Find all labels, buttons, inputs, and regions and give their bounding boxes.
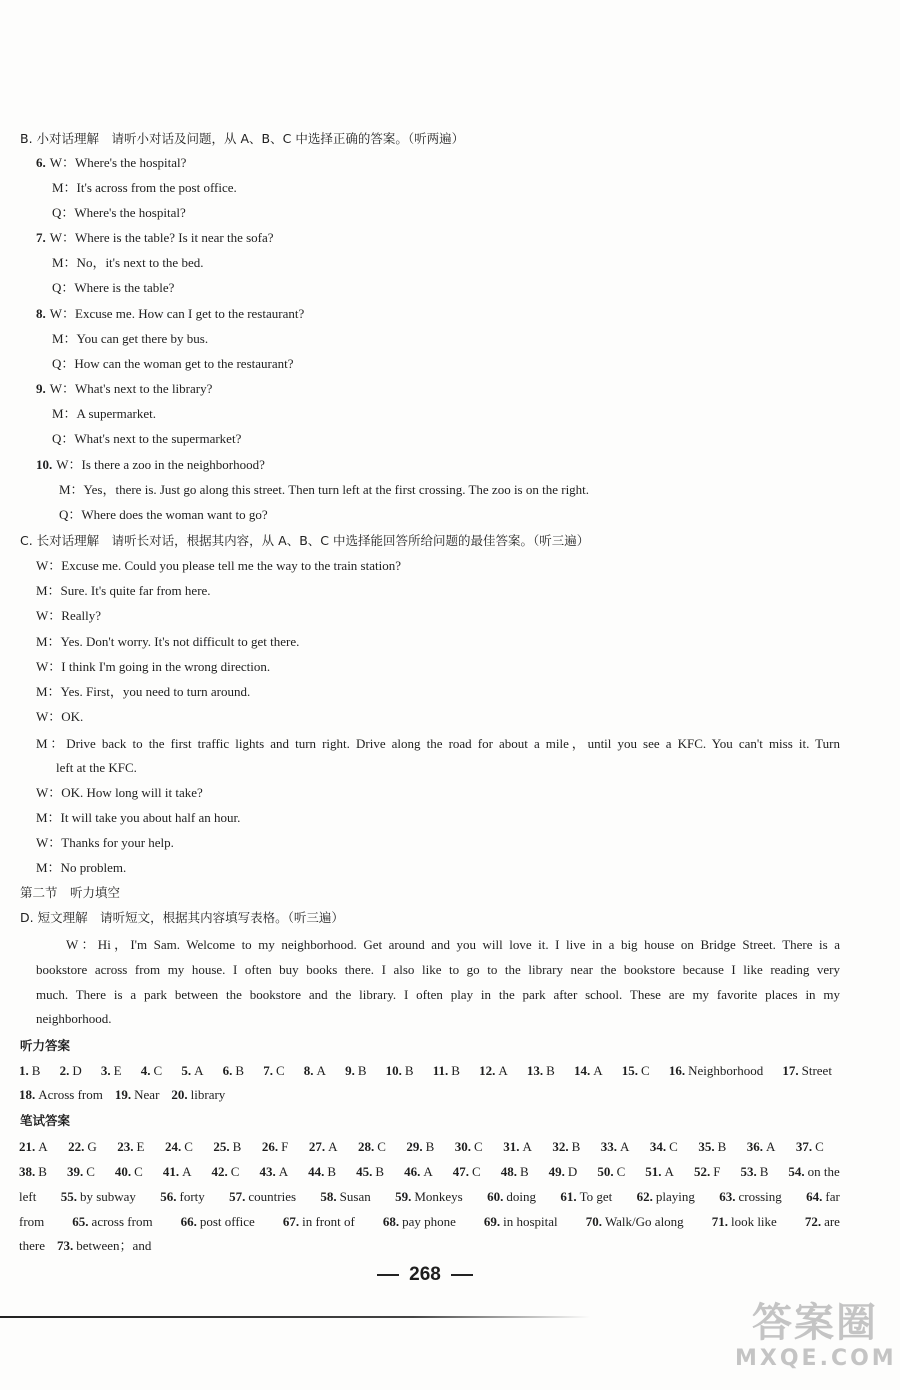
answer-number: 17. <box>782 1063 799 1078</box>
answer-row <box>19 1238 151 1254</box>
question-number: 9. <box>36 381 46 396</box>
answer-value: crossing <box>738 1189 782 1204</box>
answer-item <box>503 1139 532 1155</box>
answer-item <box>308 1164 336 1180</box>
dialog-line: M：It will take you about half an hour. <box>36 810 241 825</box>
answer-item <box>383 1214 456 1230</box>
answer-item <box>552 1139 580 1155</box>
answer-number: 13. <box>526 1063 544 1078</box>
answer-value: on the <box>807 1164 840 1179</box>
answer-value: B <box>519 1164 529 1179</box>
answer-item <box>453 1164 481 1180</box>
dialog-q-line: Q：How can the woman get to the restaurant? <box>52 356 294 371</box>
dialog-w-line <box>36 230 274 246</box>
answer-item <box>19 1063 40 1079</box>
answer-number: 46. <box>404 1164 421 1179</box>
answer-number: 11. <box>432 1063 449 1078</box>
dialog-line: M：Drive back to the first traffic lights and turn right. Drive along the road for about a mile，until you see a KFC. You can't miss it. Turn <box>36 736 840 751</box>
answer-number: 72. <box>804 1214 822 1229</box>
answer-number: 4. <box>140 1063 151 1078</box>
answer-item <box>304 1063 326 1079</box>
dialog-line: W：OK. <box>36 709 84 724</box>
answer-value: A <box>620 1139 630 1154</box>
answer-value: B <box>451 1063 460 1078</box>
answer-value: C <box>474 1139 483 1154</box>
answer-value: A <box>278 1164 289 1179</box>
answer-number: 18. <box>19 1087 36 1102</box>
answer-value: left <box>19 1189 37 1204</box>
answer-number: 9. <box>345 1063 355 1078</box>
answer-value: in front of <box>302 1214 355 1229</box>
answer-item <box>263 1063 284 1079</box>
answer-item <box>259 1164 288 1180</box>
answer-item <box>484 1214 558 1230</box>
answer-number: 55. <box>60 1189 77 1204</box>
answer-value: C <box>377 1139 386 1154</box>
answer-number: 36. <box>746 1139 764 1154</box>
answer-value: B <box>327 1164 337 1179</box>
answer-number: 47. <box>452 1164 469 1179</box>
answer-item <box>560 1189 612 1205</box>
answer-number: 34. <box>649 1139 667 1154</box>
answer-number: 23. <box>117 1139 134 1154</box>
dialog-w-line <box>36 155 186 171</box>
answer-number: 32. <box>552 1139 569 1154</box>
answer-item <box>395 1189 463 1205</box>
dialog-line: M：No problem. <box>36 860 127 875</box>
answer-item <box>719 1189 782 1205</box>
answer-item <box>19 1189 36 1205</box>
answer-item <box>345 1063 366 1079</box>
answer-item <box>796 1139 824 1155</box>
answer-value: post office <box>199 1214 255 1229</box>
answer-item <box>115 1164 143 1180</box>
answer-number: 73. <box>56 1238 74 1253</box>
answer-item <box>212 1164 240 1180</box>
dialog-line: M：Sure. It's quite far from here. <box>36 583 211 598</box>
answer-item <box>262 1139 288 1155</box>
answer-item <box>61 1189 136 1205</box>
answer-value: from <box>19 1214 45 1229</box>
dialog-q-line: Q：Where's the hospital? <box>52 205 186 220</box>
answer-item <box>213 1139 241 1155</box>
answer-value: between；and <box>76 1238 152 1253</box>
answer-number: 15. <box>621 1063 639 1078</box>
answer-number: 39. <box>66 1164 84 1179</box>
answer-row <box>19 1139 824 1155</box>
answer-number: 21. <box>19 1139 36 1154</box>
answer-value: playing <box>655 1189 695 1204</box>
answer-value: forty <box>179 1189 205 1204</box>
answer-item <box>117 1139 144 1155</box>
answer-number: 41. <box>162 1164 180 1179</box>
answer-number: 69. <box>483 1214 501 1229</box>
answer-value: G <box>87 1139 97 1154</box>
answer-value: C <box>230 1164 240 1179</box>
watermark-logo <box>735 1300 895 1386</box>
dialog-line: W：Excuse me. Could you please tell me the way to the train station? <box>36 558 401 573</box>
passage-line: much. There is a park between the bookstore and the library. I often play in the park after school. These are my favorite places in my <box>36 987 840 1002</box>
dialog-m-line: M：Yes，there is. Just go along this street. Then turn left at the first crossing. The zoo is on the right. <box>59 482 590 497</box>
answer-item <box>669 1063 763 1079</box>
answer-item <box>747 1139 776 1155</box>
answer-item <box>309 1139 338 1155</box>
answer-item <box>574 1063 603 1079</box>
answer-number: 64. <box>806 1189 823 1204</box>
dialog-m-line: M：A supermarket. <box>52 406 156 421</box>
answer-value: Walk/Go along <box>604 1214 684 1229</box>
answer-value: pay phone <box>402 1214 456 1229</box>
answer-number: 25. <box>213 1139 230 1154</box>
answer-number: 20. <box>171 1087 188 1102</box>
answer-item <box>171 1087 225 1103</box>
answer-number: 42. <box>211 1164 228 1179</box>
answer-item <box>229 1189 296 1205</box>
answer-number: 27. <box>308 1139 326 1154</box>
answer-number: 58. <box>320 1189 337 1204</box>
answer-number: 48. <box>500 1164 517 1179</box>
answer-row <box>19 1087 225 1103</box>
section-b-header: B. 小对话理解 请听小对话及问题，从 A、B、C 中选择正确的答案。（听两遍） <box>20 131 465 146</box>
answer-item <box>622 1063 650 1079</box>
answer-value: B <box>235 1063 245 1078</box>
answer-value: A <box>328 1139 338 1154</box>
answer-value: A <box>423 1164 433 1179</box>
answer-number: 6. <box>222 1063 233 1078</box>
answer-number: 63. <box>719 1189 736 1204</box>
dialog-line: M：Yes. First，you need to turn around. <box>36 684 251 699</box>
answer-value: countries <box>248 1189 297 1204</box>
answer-value: E <box>136 1139 145 1154</box>
answer-item <box>60 1063 82 1079</box>
answer-item <box>181 1214 255 1230</box>
answer-value: B <box>759 1164 769 1179</box>
answer-value: B <box>546 1063 555 1078</box>
listening-answers-title: 听力答案 <box>20 1038 71 1053</box>
answer-item <box>67 1164 95 1180</box>
answer-number: 44. <box>308 1164 325 1179</box>
answer-value: A <box>498 1063 508 1078</box>
answer-item <box>406 1139 434 1155</box>
dialog-q-line: Q：Where is the table? <box>52 280 175 295</box>
question-number: 10. <box>36 457 53 472</box>
question-number: 6. <box>36 155 46 170</box>
answer-value: look like <box>730 1214 777 1229</box>
answer-value: B <box>717 1139 727 1154</box>
answer-value: Susan <box>339 1189 371 1204</box>
answer-value: A <box>316 1063 326 1078</box>
answer-value: C <box>184 1139 193 1154</box>
answer-value: A <box>182 1164 192 1179</box>
answer-item <box>527 1063 555 1079</box>
answer-item <box>433 1063 460 1079</box>
answer-item <box>163 1164 192 1180</box>
answer-value: A <box>38 1139 48 1154</box>
answer-row <box>19 1214 840 1230</box>
answer-item <box>645 1164 674 1180</box>
answer-value: Monkeys <box>414 1189 463 1204</box>
dialog-line: left at the KFC. <box>56 760 137 775</box>
answer-number: 70. <box>585 1214 602 1229</box>
answer-number: 28. <box>357 1139 375 1154</box>
answer-item <box>788 1164 839 1180</box>
answer-item <box>101 1063 122 1079</box>
answer-number: 43. <box>259 1164 276 1179</box>
answer-row <box>19 1063 832 1079</box>
answer-number: 16. <box>668 1063 686 1078</box>
dialog-text: W：What's next to the library? <box>49 381 213 396</box>
answer-number: 22. <box>68 1139 85 1154</box>
answer-number: 61. <box>560 1189 577 1204</box>
dialog-m-line: M：It's across from the post office. <box>52 180 237 195</box>
answer-item <box>698 1139 726 1155</box>
answer-item <box>740 1164 768 1180</box>
answer-value: A <box>194 1063 204 1078</box>
written-answers-title: 笔试答案 <box>20 1113 71 1128</box>
answer-value: Neighborhood <box>688 1063 764 1078</box>
section-2-header: 第二节 听力填空 <box>20 885 121 900</box>
answer-number: 57. <box>229 1189 246 1204</box>
dialog-m-line: M：You can get there by bus. <box>52 331 209 346</box>
answer-value: B <box>31 1063 41 1078</box>
answer-item <box>68 1139 97 1155</box>
dialog-line: M：Yes. Don't worry. It's not difficult to get there. <box>36 634 300 649</box>
answer-value: across from <box>91 1214 153 1229</box>
answer-item <box>181 1063 203 1079</box>
answer-value: are <box>824 1214 840 1229</box>
answer-number: 26. <box>261 1139 279 1154</box>
answer-value: far <box>825 1189 840 1204</box>
answer-value: C <box>86 1164 95 1179</box>
answer-number: 3. <box>100 1063 111 1078</box>
answer-item <box>115 1087 160 1103</box>
passage-line: W：Hi，I'm Sam. Welcome to my neighborhood. Get around and you will love it. I live in a big house on Bridge Street. There is a <box>66 937 840 952</box>
answer-value: there <box>19 1238 45 1253</box>
answer-value: F <box>713 1164 721 1179</box>
answer-item <box>320 1189 370 1205</box>
answer-value: B <box>38 1164 47 1179</box>
answer-item <box>404 1164 433 1180</box>
answer-value: library <box>190 1087 226 1102</box>
answer-value: Across from <box>38 1087 103 1102</box>
answer-value: doing <box>506 1189 536 1204</box>
answer-number: 33. <box>600 1139 618 1154</box>
answer-number: 29. <box>406 1139 423 1154</box>
section-c-header: C. 长对话理解 请听长对话，根据其内容，从 A、B、C 中选择能回答所给问题的最佳答案。（听三遍） <box>20 533 590 548</box>
dialog-q-line: Q：Where does the woman want to go? <box>59 507 268 522</box>
answer-number: 7. <box>263 1063 273 1078</box>
answer-row <box>19 1189 840 1205</box>
answer-value: C <box>815 1139 824 1154</box>
answer-number: 14. <box>573 1063 591 1078</box>
answer-value: A <box>522 1139 532 1154</box>
answer-number: 56. <box>160 1189 177 1204</box>
question-number: 8. <box>36 306 46 321</box>
answer-value: C <box>153 1063 163 1078</box>
answer-value: by subway <box>79 1189 136 1204</box>
answer-item <box>72 1214 152 1230</box>
answer-item <box>141 1063 162 1079</box>
question-number: 7. <box>36 230 46 245</box>
answer-item <box>479 1063 508 1079</box>
answer-item <box>586 1214 684 1230</box>
answer-number: 49. <box>548 1164 565 1179</box>
answer-number: 54. <box>788 1164 805 1179</box>
answer-number: 68. <box>382 1214 400 1229</box>
dialog-text: W：Is there a zoo in the neighborhood? <box>56 457 265 472</box>
dialog-text: W：Excuse me. How can I get to the restaurant? <box>49 306 305 321</box>
answer-item <box>19 1087 103 1103</box>
answer-number: 38. <box>19 1164 36 1179</box>
answer-value: C <box>275 1063 285 1078</box>
passage-line: bookstore across from my house. I often buy books there. I also like to go to the library near the bookstore because I like reading very <box>36 962 840 977</box>
answer-value: B <box>571 1139 581 1154</box>
answer-value: A <box>593 1063 603 1078</box>
answer-item <box>806 1189 840 1205</box>
answer-item <box>694 1164 720 1180</box>
answer-item <box>19 1238 45 1254</box>
answer-number: 37. <box>795 1139 813 1154</box>
answer-value: B <box>375 1164 385 1179</box>
bottom-rule <box>0 1316 590 1318</box>
answer-number: 19. <box>114 1087 132 1102</box>
answer-value: A <box>664 1164 674 1179</box>
answer-item <box>549 1164 578 1180</box>
answer-item <box>19 1214 44 1230</box>
answer-value: C <box>616 1164 626 1179</box>
answer-number: 10. <box>385 1063 402 1078</box>
answer-item <box>650 1139 678 1155</box>
answer-item <box>19 1164 47 1180</box>
answer-value: D <box>72 1063 82 1078</box>
answer-value: F <box>281 1139 289 1154</box>
answer-row <box>19 1164 840 1180</box>
answer-number: 53. <box>740 1164 757 1179</box>
dialog-line: W：OK. How long will it take? <box>36 785 203 800</box>
answer-value: C <box>134 1164 143 1179</box>
dialog-m-line: M：No，it's next to the bed. <box>52 255 204 270</box>
answer-value: in hospital <box>503 1214 558 1229</box>
page-number-dash-left <box>377 1274 399 1276</box>
watermark-line1: 答案圈 <box>752 1300 878 1346</box>
answer-value: E <box>113 1063 122 1078</box>
page-number-dash-right <box>451 1274 473 1276</box>
answer-item <box>597 1164 625 1180</box>
section-d-header: D. 短文理解 请听短文，根据其内容填写表格。（听三遍） <box>20 910 344 925</box>
page-number <box>0 1264 850 1286</box>
answer-number: 2. <box>59 1063 70 1078</box>
dialog-w-line <box>36 457 265 473</box>
answer-number: 50. <box>597 1164 614 1179</box>
answer-number: 66. <box>180 1214 197 1229</box>
answer-value: D <box>567 1164 578 1179</box>
answer-item <box>637 1189 695 1205</box>
dialog-line: W：Really? <box>36 608 101 623</box>
dialog-text: W：Where's the hospital? <box>49 155 187 170</box>
answer-number: 52. <box>693 1164 711 1179</box>
answer-item <box>356 1164 384 1180</box>
answer-item <box>57 1238 151 1254</box>
answer-number: 62. <box>636 1189 653 1204</box>
answer-item <box>601 1139 630 1155</box>
answer-item <box>223 1063 244 1079</box>
answer-number: 12. <box>479 1063 496 1078</box>
answer-number: 31. <box>503 1139 520 1154</box>
answer-number: 40. <box>114 1164 132 1179</box>
answer-item <box>160 1189 205 1205</box>
answer-value: B <box>425 1139 435 1154</box>
dialog-q-line: Q：What's next to the supermarket? <box>52 431 242 446</box>
passage-line: neighborhood. <box>36 1011 112 1026</box>
dialog-w-line <box>36 306 304 322</box>
answer-number: 30. <box>454 1139 472 1154</box>
answer-number: 51. <box>645 1164 662 1179</box>
answer-item <box>712 1214 777 1230</box>
answer-item <box>358 1139 386 1155</box>
dialog-line: W：I think I'm going in the wrong direction. <box>36 659 271 674</box>
dialog-w-line <box>36 381 212 397</box>
answer-value: B <box>404 1063 414 1078</box>
answer-number: 35. <box>698 1139 715 1154</box>
answer-number: 59. <box>395 1189 412 1204</box>
answer-value: Street <box>801 1063 832 1078</box>
answer-number: 71. <box>711 1214 728 1229</box>
answer-value: B <box>357 1063 367 1078</box>
answer-number: 1. <box>19 1063 29 1078</box>
answer-value: B <box>232 1139 242 1154</box>
answer-value: Near <box>134 1087 160 1102</box>
answer-item <box>805 1214 840 1230</box>
answer-item <box>455 1139 483 1155</box>
answer-value: To get <box>579 1189 613 1204</box>
answer-number: 8. <box>303 1063 314 1078</box>
answer-number: 24. <box>164 1139 182 1154</box>
answer-item <box>487 1189 536 1205</box>
answer-item <box>782 1063 832 1079</box>
answer-item <box>501 1164 529 1180</box>
answer-value: C <box>641 1063 650 1078</box>
page-number-text: 268 <box>409 1264 441 1285</box>
answer-item <box>165 1139 193 1155</box>
answer-number: 67. <box>282 1214 300 1229</box>
answer-item <box>19 1139 48 1155</box>
answer-value: C <box>471 1164 481 1179</box>
answer-number: 60. <box>487 1189 504 1204</box>
watermark-line2: MXQE.COM <box>735 1346 897 1371</box>
answer-number: 65. <box>72 1214 89 1229</box>
answer-item <box>386 1063 414 1079</box>
answer-number: 45. <box>356 1164 373 1179</box>
answer-value: C <box>669 1139 678 1154</box>
answer-item <box>283 1214 355 1230</box>
dialog-line: W：Thanks for your help. <box>36 835 174 850</box>
answer-number: 5. <box>181 1063 192 1078</box>
dialog-text: W：Where is the table? Is it near the sofa? <box>49 230 274 245</box>
answer-value: A <box>766 1139 776 1154</box>
